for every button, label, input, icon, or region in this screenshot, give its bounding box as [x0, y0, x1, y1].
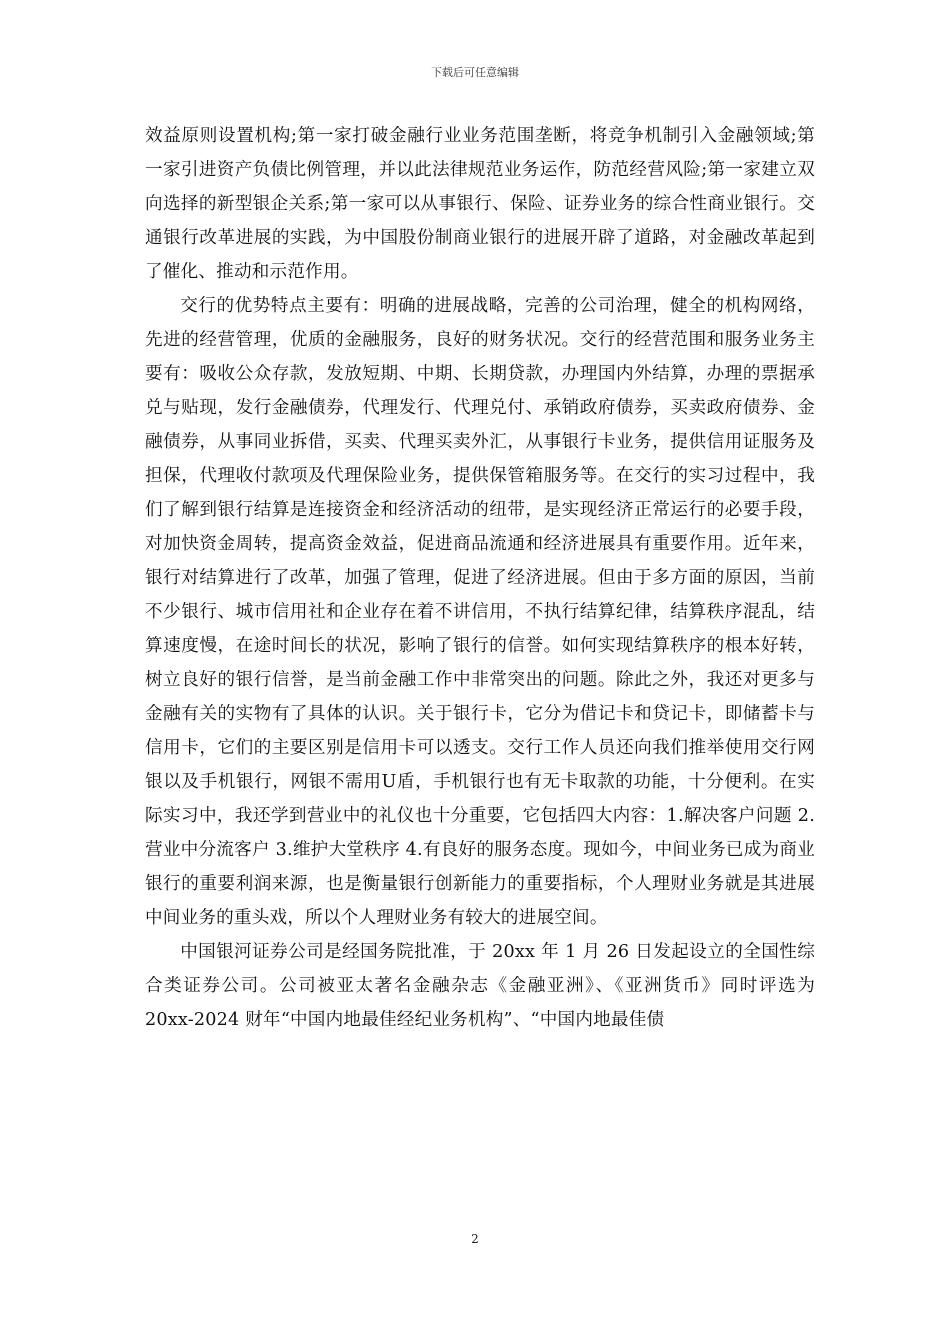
page-number: 2 [471, 1232, 479, 1246]
document-body [145, 119, 815, 1037]
page-header: 下载后可任意编辑 [431, 66, 519, 79]
paragraph-3: 中国银河证券公司是经国务院批准，于 20xx 年 1 月 26 日发起设立的全国性综合类证券公司。公司被亚太著名金融杂志《金融亚洲》、《亚洲货币》同时评选为 20xx-2024 财年“中国内地最佳经纪业务机构”、“中国内地最佳债 [145, 942, 815, 1030]
paragraph-1: 效益原则设置机构;第一家打破金融行业业务范围垄断，将竞争机制引入金融领域;第一家引进资产负债比例管理，并以此法律规范业务运作，防范经营风险;第一家建立双向选择的新型银企关系;第一家可以从事银行、保险、证券业务的综合性商业银行。交通银行改革进展的实践，为中国股份制商业银行的进展开辟了道路，对金融改革起到了催化、推动和示范作用。 [145, 126, 815, 282]
paragraph-2: 交行的优势特点主要有：明确的进展战略，完善的公司治理，健全的机构网络，先进的经营管理，优质的金融服务，良好的财务状况。交行的经营范围和服务业务主要有：吸收公众存款，发放短期、中期、长期贷款，办理国内外结算，办理的票据承兑与贴现，发行金融债券，代理发行、代理兑付、承销政府债券，买卖政府债券、金融债券，从事同业拆借，买卖、代理买卖外汇，从事银行卡业务，提供信用证服务及担保，代理收付款项及代理保险业务，提供保管箱服务等。在交行的实习过程中，我们了解到银行结算是连接资金和经济活动的纽带，是实现经济正常运行的必要手段，对加快资金周转，提高资金效益，促进商品流通和经济进展具有重要作用。近年来，银行对结算进行了改革，加强了管理，促进了经济进展。但由于多方面的原因，当前不少银行、城市信用社和企业存在着不讲信用，不执行结算纪律，结算秩序混乱，结算速度慢，在途时间长的状况，影响了银行的信誉。如何实现结算秩序的根本好转，树立良好的银行信誉，是当前金融工作中非常突出的问题。除此之外，我还对更多与金融有关的实物有了具体的认识。关于银行卡，它分为借记卡和贷记卡，即储蓄卡与信用卡，它们的主要区别是信用卡可以透支。交行工作人员还向我们推举使用交行网银以及手机银行，网银不需用U盾，手机银行也有无卡取款的功能，十分便利。在实际实习中，我还学到营业中的礼仪也十分重要，它包括四大内容：1.解决客户问题 2.营业中分流客户 3.维护大堂秩序 4.有良好的服务态度。现如今，中间业务已成为商业银行的重要利润来源，也是衡量银行创新能力的重要指标，个人理财业务就是其进展中间业务的重头戏，所以个人理财业务有较大的进展空间。 [145, 296, 815, 928]
